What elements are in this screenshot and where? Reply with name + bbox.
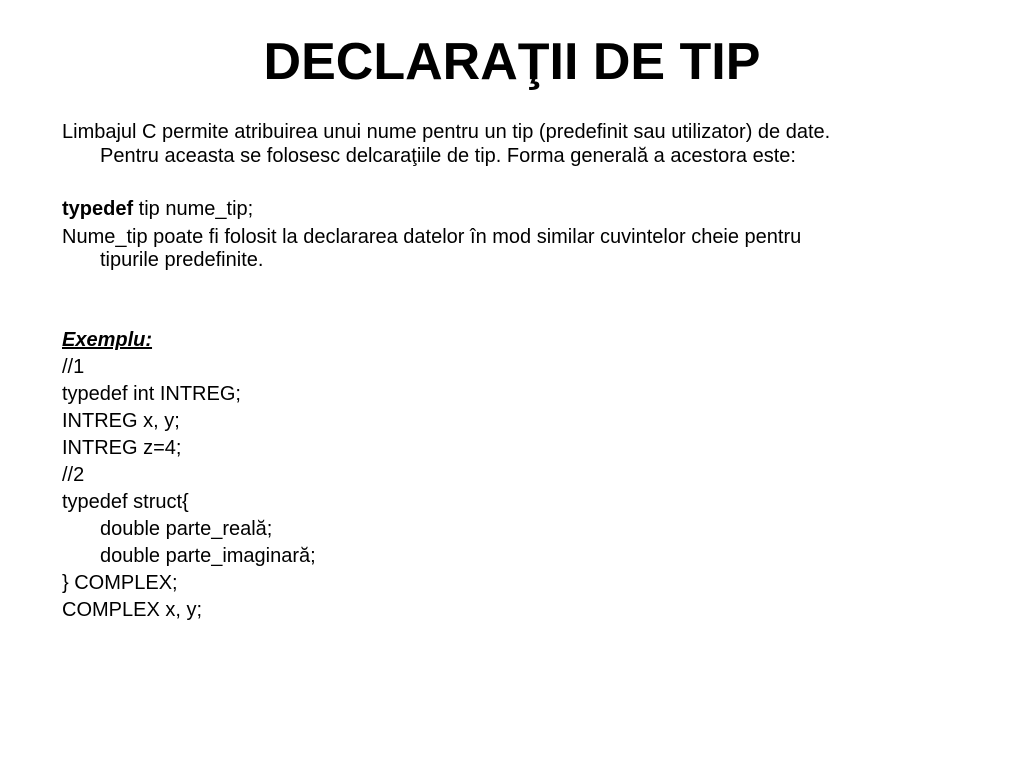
example-heading: Exemplu: — [62, 329, 153, 351]
syntax-rest: tip nume_tip; — [133, 198, 254, 220]
intro-line-2: Pentru aceasta se folosesc delcaraţiile de tip. Forma generală a acestora este: — [100, 145, 796, 167]
intro-line-1: Limbajul C permite atribuirea unui nume pentru un tip (predefinit sau utilizator) de date. — [62, 121, 831, 143]
slide-title: DECLARAŢII DE TIP — [263, 33, 761, 91]
typedef-keyword: typedef — [62, 198, 134, 220]
usage-line-2: tipurile predefinite. — [100, 249, 264, 271]
code-line: INTREG x, y; — [62, 410, 180, 432]
code-line: //2 — [62, 464, 85, 486]
code-line: COMPLEX x, y; — [62, 599, 203, 621]
usage-line-1: Nume_tip poate fi folosit la declararea datelor în mod similar cuvintelor cheie pentru — [62, 226, 802, 248]
code-line: double parte_imaginară; — [100, 545, 316, 567]
code-line: //1 — [62, 356, 85, 378]
code-line: } COMPLEX; — [62, 572, 178, 594]
code-line: double parte_reală; — [100, 518, 273, 540]
code-line: INTREG z=4; — [62, 437, 182, 459]
code-line: typedef struct{ — [62, 491, 189, 513]
code-line: typedef int INTREG; — [62, 383, 241, 405]
syntax-line — [62, 197, 253, 221]
